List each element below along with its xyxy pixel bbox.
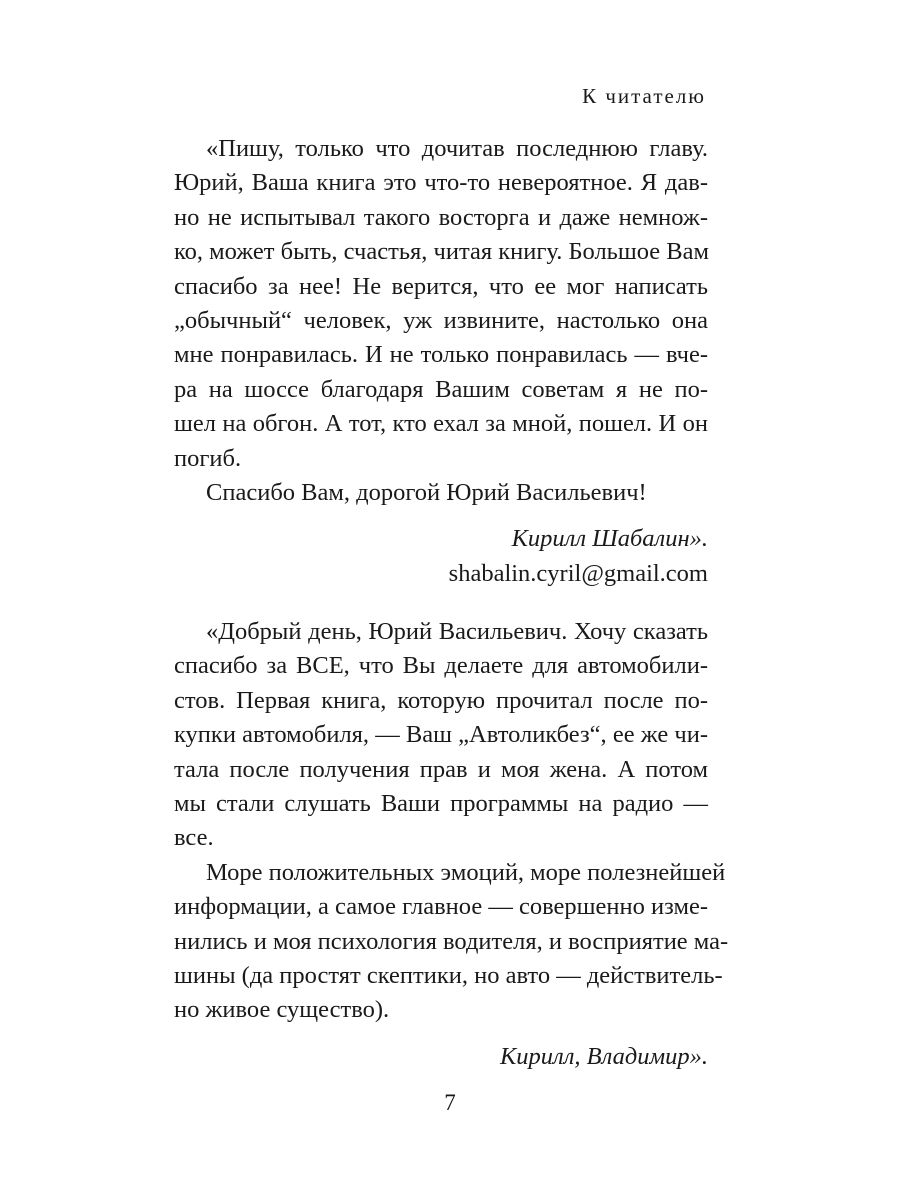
signature: Кирилл, Владимир». — [500, 1042, 708, 1070]
email-address: shabalin.cyril@gmail.com — [448, 559, 708, 587]
text-line: Спасибо Вам, дорогой Юрий Васильевич! — [206, 478, 647, 506]
text-line: „обычный“ человек, уж извините, настолько она — [174, 306, 708, 334]
letter-1 — [174, 132, 708, 591]
text-line: мы стали слушать Ваши программы на радио — — [174, 789, 708, 817]
text-line: купки автомобиля, — Ваш „Автоликбез“, ее же чи- — [174, 721, 708, 749]
text-line: ко, может быть, счастья, читая книгу. Большое Вам — [174, 238, 709, 266]
text-line: спасибо за нее! Не верится, что ее мог написать — [174, 272, 708, 300]
text-line: но живое существо). — [174, 996, 390, 1024]
text-line: Море положительных эмоций, море полезнейшей — [206, 858, 726, 886]
text-line: погиб. — [174, 444, 242, 472]
text-line: «Пишу, только что дочитав последнюю главу. — [206, 135, 708, 162]
text-line: тала после получения прав и моя жена. А потом — [174, 755, 708, 783]
text-line: спасибо за ВСЕ, что Вы делаете для автомобили- — [174, 652, 708, 680]
text-line: Юрий, Ваша книга это что-то невероятное. Я дав- — [174, 169, 708, 197]
text-line: но не испытывал такого восторга и даже немнож- — [174, 203, 708, 231]
text-line: шел на обгон. А тот, кто ехал за мной, пошел. И он — [174, 410, 708, 438]
text-line: шины (да простят скептики, но авто — действитель- — [174, 961, 723, 989]
text-line: нились и моя психология водителя, и восприятие ма- — [174, 927, 729, 955]
page-number: 7 — [444, 1090, 456, 1115]
text-line: все. — [174, 824, 214, 852]
text-line: «Добрый день, Юрий Васильевич. Хочу сказать — [206, 618, 708, 645]
text-line: мне понравилась. И не только понравилась — вче- — [174, 341, 708, 369]
signature: Кирилл Шабалин». — [511, 525, 708, 553]
letter-2 — [174, 615, 729, 1074]
text-line: информации, а самое главное — совершенно изме- — [174, 893, 708, 921]
running-head: К читателю — [582, 84, 706, 108]
text-line: ра на шоссе благодаря Вашим советам я не по- — [174, 375, 708, 403]
text-line: стов. Первая книга, которую прочитал после по- — [174, 686, 708, 714]
